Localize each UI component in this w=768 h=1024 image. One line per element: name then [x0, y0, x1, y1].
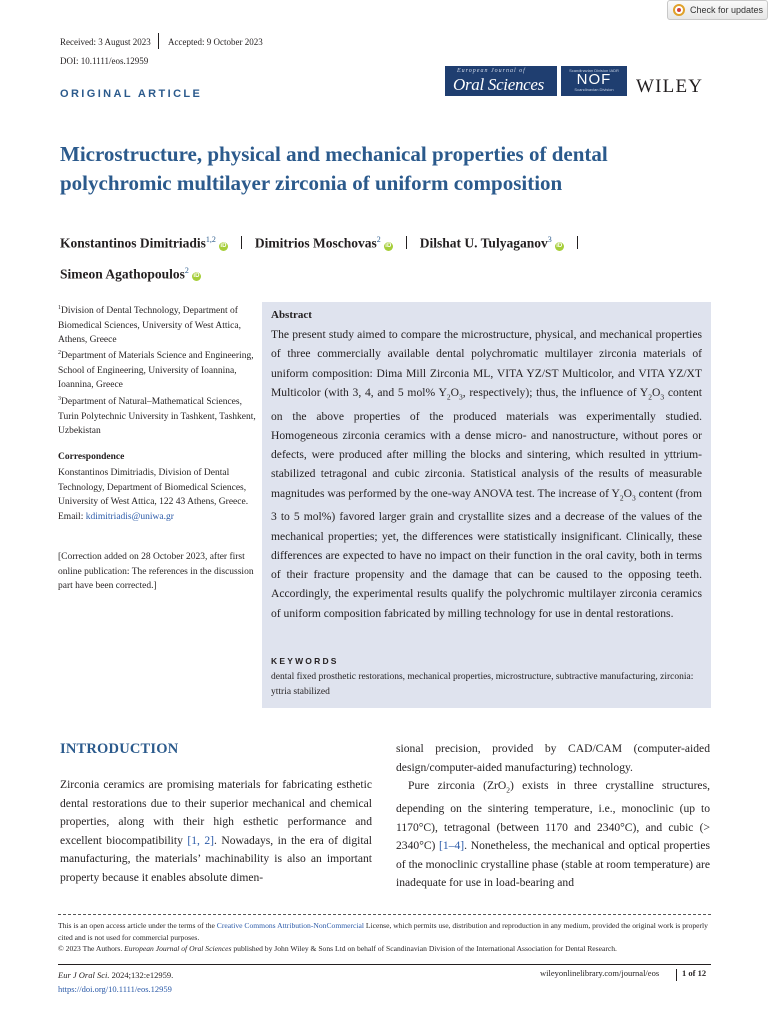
author-affiliation-ref[interactable]: 2: [376, 235, 381, 244]
affiliation-number: 1: [58, 305, 61, 311]
affiliation-number: 3: [58, 396, 61, 402]
intro-left-paragraph: Zirconia ceramics are promising materials for fabricating esthetic dental restorations due to their superior mechanical and chemical properties, along with their high esthetic performance and excellent biocompatibility [1, 2]. Nowadays, in the era of digital manufacturing, the materials’ machinability is also an important property because it enables absolute dimen-: [60, 778, 372, 884]
citation-details: 2024;132:e12959.: [109, 970, 174, 980]
received-date: Received: 3 August 2023: [60, 37, 151, 47]
orcid-icon[interactable]: iD: [220, 242, 227, 249]
abstract-heading: Abstract: [271, 309, 312, 321]
author-affiliation-ref[interactable]: 1,2: [205, 235, 216, 244]
journal-logo[interactable]: [445, 66, 557, 96]
citation-link[interactable]: [1, 2]: [187, 833, 215, 847]
author-divider: [577, 236, 578, 249]
publisher-logo[interactable]: WILEY: [636, 76, 704, 97]
affiliation-text: Division of Dental Technology, Department of Biomedical Sciences, University of West Attica, Athens, Greece: [58, 306, 241, 346]
meta-divider: [158, 33, 159, 49]
journal-logo-small: European Journal of: [457, 68, 526, 74]
section-heading: INTRODUCTION: [60, 741, 179, 757]
orcid-icon[interactable]: iD: [193, 273, 200, 279]
affiliation-text: Department of Natural–Mathematical Sciences, Turin Polytechnic University in Tashkent, Tashkent, Uzbekistan: [58, 397, 256, 437]
journal-logo-name: Oral Sciences: [453, 75, 544, 94]
accepted-date: Accepted: 9 October 2023: [168, 37, 263, 47]
correspondence-heading: Correspondence: [58, 452, 125, 462]
author-name[interactable]: Konstantinos Dimitriadis: [60, 235, 206, 251]
citation-block: [58, 968, 173, 996]
license-text: This is an open access article under the terms of the Creative Commons Attribution-NonCommercial License, which permits use, distribution and reproduction in any medium, provided the original work is properly cited and is not used for commercial purposes. © 2023 The Authors. European Journal of Oral Sciences published by John Wiley & Sons Ltd on behalf of Scandinavian Division of the International Association for Dental Research.: [58, 921, 708, 953]
author-divider: [406, 236, 407, 249]
keywords-list: dental fixed prosthetic restorations, mechanical properties, microstructure, subtractive manufacturing, zirconia: yttria stabilized: [271, 672, 694, 697]
author-name[interactable]: Dimitrios Moschovas: [254, 235, 377, 251]
doi-link[interactable]: https://doi.org/10.1111/eos.12959: [58, 984, 172, 994]
abstract-text: The present study aimed to compare the microstructure, physical, and mechanical properties of three commercially available dental polychromatic multilayer zirconia materials of uniform composition: Dima Mill Zirconia ML, VITA YZ/ST Multicolor, and VITA YZ/XT Multicolor (with 3, 4, and 5 mol% $Y_2O_3$, respectively); thus, the influence of $Y_2O_3$ content on the above properties of the produced materials was experimentally studied. Homogeneous zirconia ceramics with a dense micro- and nanostructure, without pores or defects, were produced after milling the blocks and sintering, which resulted in yttrium-stabilized tetragonal and cubic zirconia. Statistical analysis of the results of measurable magnitudes was performed by the one-way ANOVA test. The increase of $Y_2O_3$ content (from 3 to 5 mol%) favored larger grain and crystallite sizes and a decrease of the values of the mechanical properties; yet, the differences were statistically insignificant. Clinically, these differences are expected to have no impact on their function in the oral cavity, both in terms of their fracture propensity and the damage that can be caused to the opposing teeth. Accordingly, the experimental results qualify the polychromic multilayer zirconia ceramics of uniform composition fabricated by milling technology for use in dental restorations.: [271, 328, 703, 620]
footer-divider: [58, 914, 711, 915]
license-link[interactable]: Creative Commons Attribution-NonCommercial: [216, 921, 364, 930]
keywords-heading: KEYWORDS: [271, 656, 339, 666]
nof-logo-bottom: Scandinavian Division: [574, 87, 614, 92]
citation-link[interactable]: [1–4]: [439, 839, 465, 853]
check-for-updates-button[interactable]: [667, 0, 768, 20]
article-type: ORIGINAL ARTICLE: [60, 88, 203, 100]
citation-journal: Eur J Oral Sci.: [58, 970, 110, 980]
email-link[interactable]: kdimitriadis@uniwa.gr: [85, 511, 174, 522]
author-name[interactable]: Dilshat U. Tulyaganov: [419, 235, 548, 251]
footer-rule: [58, 964, 711, 965]
intro-right-paragraph-1: sional precision, provided by CAD/CAM (computer-aided design/computer-aided manufacturing) technology.: [396, 742, 710, 774]
affiliation: [58, 301, 258, 348]
orcid-icon[interactable]: iD: [556, 242, 563, 249]
intro-right-paragraph-2: Pure zirconia (ZrO$_2$) exists in three crystalline structures, depending on the sintering temperature, i.e., monoclinic (up to 1170°C), tetragonal (between 1170 and 2340°C), and cubic (> 2340°C) [1–4]. Nonetheless, the mechanical and optical properties of the monoclinic crystalline phase (stable at room temperature) are inadequate for use in load-bearing and: [396, 779, 710, 890]
affiliation-number: 2: [58, 350, 61, 356]
crossmark-icon: [673, 4, 685, 16]
nof-logo-main: NOF: [576, 71, 612, 88]
affiliation: [58, 346, 258, 393]
orcid-icon[interactable]: iD: [385, 242, 392, 249]
correspondence-address: Konstantinos Dimitriadis, Division of Dental Technology, Department of Biomedical Sciences, University of West Attica, 122 43 Athens, Greece.: [58, 468, 249, 508]
check-for-updates-label: Check for updates: [690, 5, 764, 15]
author-divider: [241, 236, 242, 249]
doi-line: DOI: 10.1111/eos.12959: [60, 56, 149, 66]
nof-logo-top: Scandinavian Division IADR: [569, 68, 619, 73]
journal-site-link[interactable]: wileyonlinelibrary.com/journal/eos: [540, 968, 660, 978]
email-label: Email:: [58, 511, 86, 522]
author-affiliation-ref[interactable]: 2: [184, 265, 189, 275]
correspondence-body: [58, 466, 258, 524]
affiliation: [58, 392, 258, 439]
nof-logo[interactable]: [561, 66, 627, 96]
author-list: [60, 226, 720, 287]
article-title: Microstructure, physical and mechanical properties of dental polychromic multilayer zirconia of uniform composition: [60, 142, 608, 195]
correction-note: [Correction added on 28 October 2023, after first online publication: The references in the discussion part have been corrected.]: [58, 552, 254, 592]
page-number: 1 of 12: [682, 968, 707, 978]
page-divider: [676, 969, 677, 981]
affiliation-text: Department of Materials Science and Engineering, School of Engineering, University of Ioannina, Ioannina, Greece: [58, 351, 254, 391]
author-affiliation-ref[interactable]: 3: [547, 235, 552, 244]
author-name[interactable]: Simeon Agathopoulos: [60, 266, 185, 281]
